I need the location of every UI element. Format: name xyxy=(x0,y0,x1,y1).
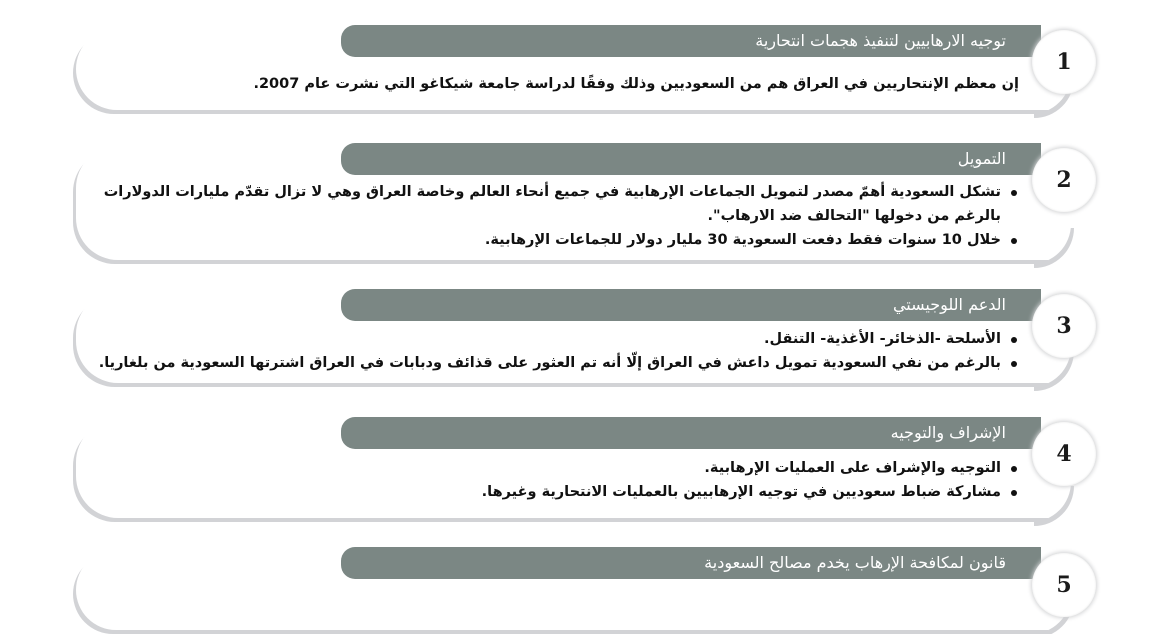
section-1-paragraph xyxy=(253,72,1019,96)
section-1-title: توجيه الارهابيين لتنفيذ هجمات انتحارية xyxy=(341,25,1041,57)
section-1-text: إن معظم الإنتحاريين في العراق هم من السعوديين وذلك وفقًا لدراسة جامعة شيكاغو التي نشرت عام 2007. xyxy=(253,76,1019,92)
section-4-bullets xyxy=(482,456,1019,504)
section-5-title: قانون لمكافحة الإرهاب يخدم مصالح السعودية xyxy=(341,547,1041,579)
section-2-bullets xyxy=(84,180,1019,252)
section-3-bullets xyxy=(99,327,1019,375)
bullet-item: التوجيه والإشراف على العمليات الإرهابية. xyxy=(482,456,1019,480)
section-3-number-badge: 3 xyxy=(1032,294,1096,358)
section-4-number-badge: 4 xyxy=(1032,422,1096,486)
bullet-item: تشكل السعودية أهمّ مصدر لتمويل الجماعات الإرهابية في جميع أنحاء العالم وخاصة العراق وهي لا تزال تقدّم مليارات الدولارات بالرغم من دخولها "التحالف ضد الارهاب". xyxy=(84,180,1019,228)
bullet-item: خلال 10 سنوات فقط دفعت السعودية 30 مليار دولار للجماعات الإرهابية. xyxy=(84,228,1019,252)
bullet-item: بالرغم من نفي السعودية تمويل داعش في العراق إلّا أنه تم العثور على قذائف ودبابات في العراق اشترتها السعودية من بلغاريا. xyxy=(99,351,1019,375)
section-3-title: الدعم اللوجيستي xyxy=(341,289,1041,321)
section-2-number-badge: 2 xyxy=(1032,148,1096,212)
section-2-title: التمويل xyxy=(341,143,1041,175)
bullet-item: مشاركة ضباط سعوديين في توجيه الإرهابيين بالعمليات الانتحارية وغيرها. xyxy=(482,480,1019,504)
bullet-item: الأسلحة -الذخائر- الأغذية- التنقل. xyxy=(99,327,1019,351)
section-1-number-badge: 1 xyxy=(1032,30,1096,94)
section-5-number-badge: 5 xyxy=(1032,553,1096,617)
section-4-title: الإشراف والتوجيه xyxy=(341,417,1041,449)
